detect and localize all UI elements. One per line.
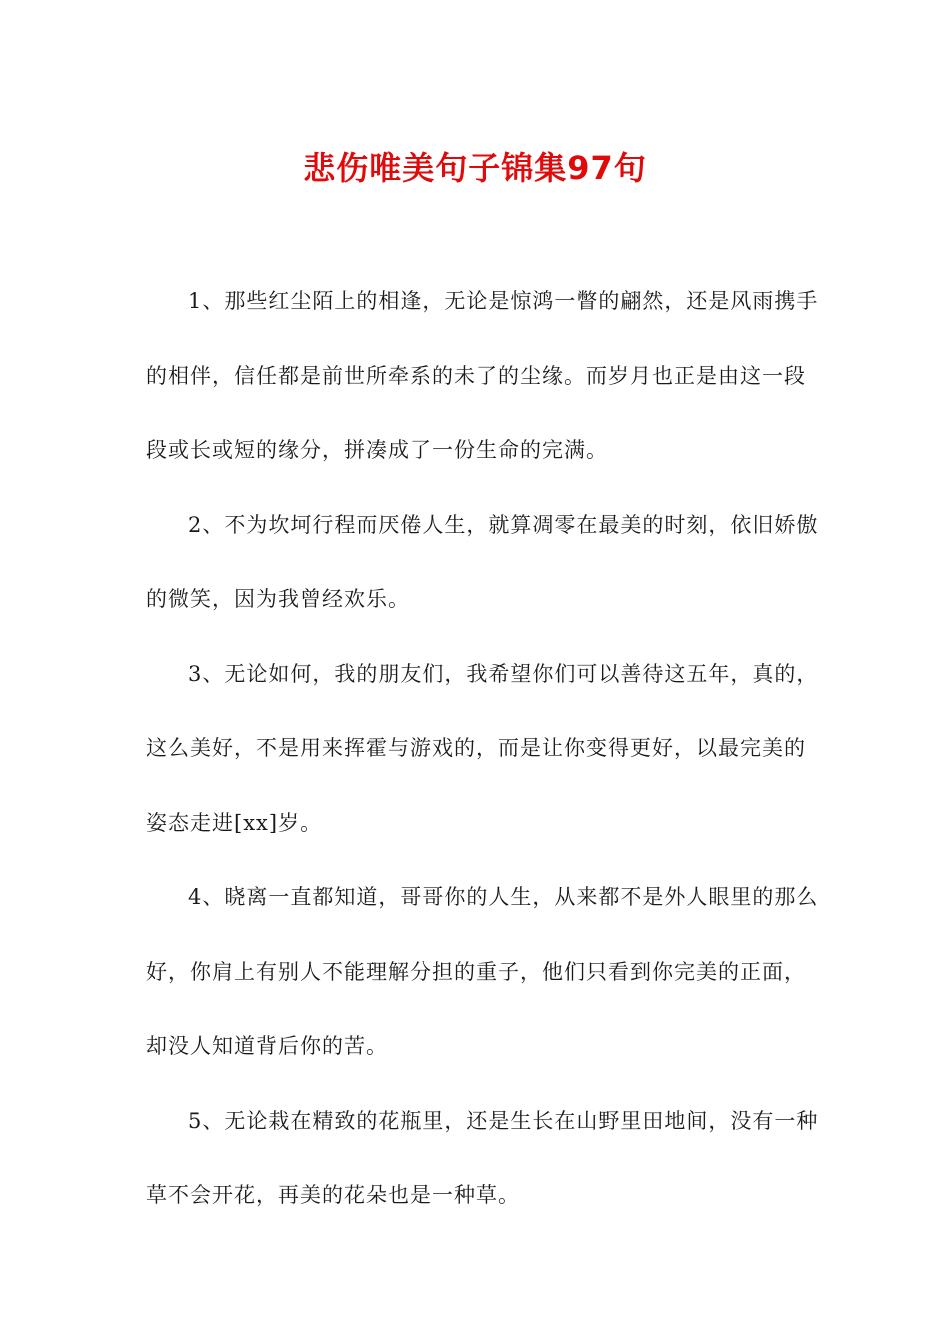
paragraph-1: 1、那些红尘陌上的相逢，无论是惊鸿一瞥的翩然，还是风雨携手的相伴，信任都是前世所牵系的未了的尘缘。而岁月也正是由这一段段或长或短的缘分，拼凑成了一份生命的完满。: [146, 289, 819, 462]
document-title: 悲伤唯美句子锦集97句: [303, 149, 647, 187]
paragraph-3: 3、无论如何，我的朋友们，我希望你们可以善待这五年，真的，这么美好，不是用来挥霍与游戏的，而是让你变得更好，以最完美的姿态走进[xx]岁。: [146, 661, 819, 835]
paragraph-2: 2、不为坎坷行程而厌倦人生，就算凋零在最美的时刻，依旧娇傲的微笑，因为我曾经欢乐。: [146, 512, 819, 611]
paragraph-5: 5、无论栽在精致的花瓶里，还是生长在山野里田地间，没有一种草不会开花，再美的花朵也是一种草。: [146, 1108, 819, 1207]
document-body: [146, 264, 826, 1233]
paragraph-4: 4、晓离一直都知道，哥哥你的人生，从来都不是外人眼里的那么好，你肩上有别人不能理解分担的重子，他们只看到你完美的正面，却没人知道背后你的苦。: [146, 885, 819, 1058]
